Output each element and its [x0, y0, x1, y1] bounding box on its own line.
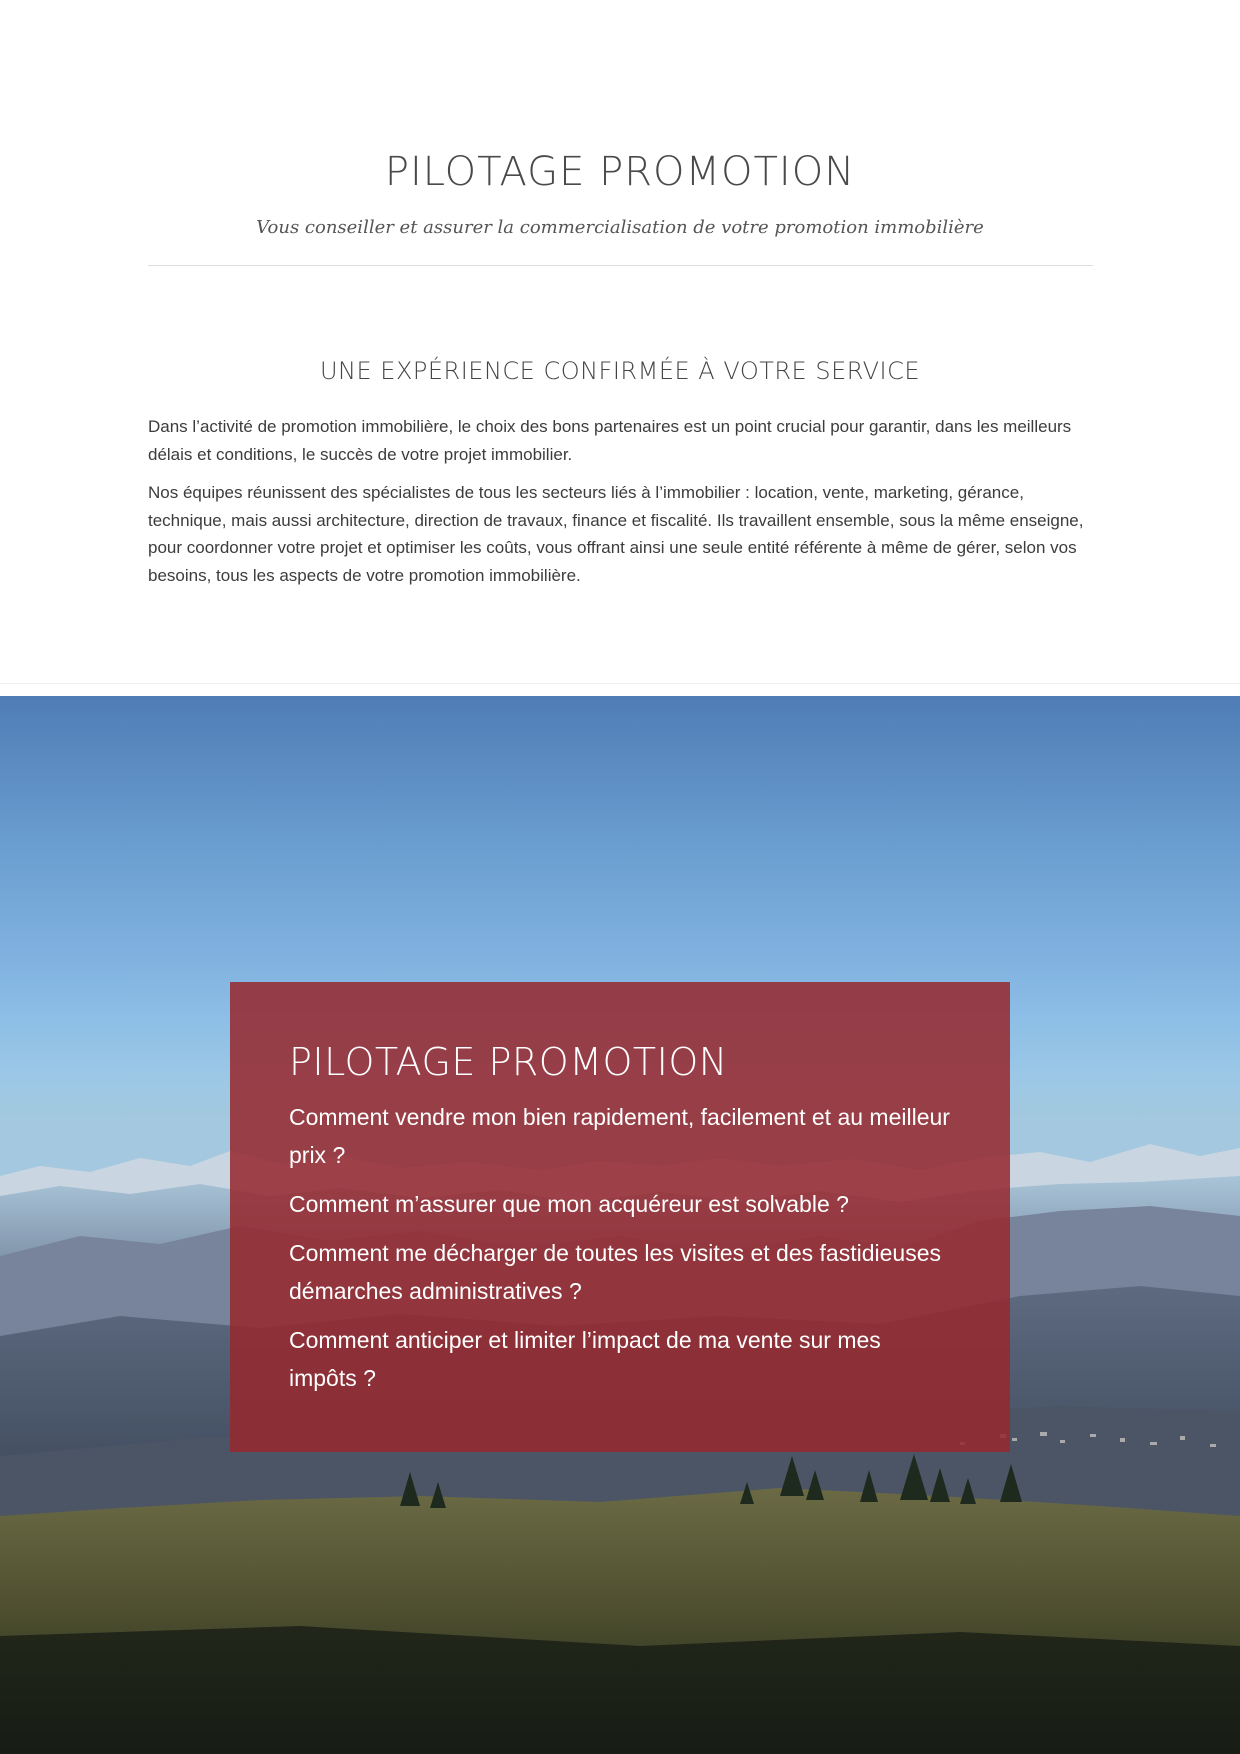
page-subtitle: Vous conseiller et assurer la commercialisation de votre promotion immobilière	[256, 217, 984, 238]
experience-paragraph: Dans l’activité de promotion immobilière, le choix des bons partenaires est un point crucial pour garantir, dans les meilleurs délais et conditions, le succès de votre projet immobilier.	[148, 417, 1072, 464]
promo-question: Comment vendre mon bien rapidement, facilement et au meilleur prix ?	[289, 1104, 950, 1168]
section-heading: UNE EXPÉRIENCE CONFIRMÉE À VOTRE SERVICE	[319, 357, 921, 385]
experience-paragraph: Nos équipes réunissent des spécialistes de tous les secteurs liés à l’immobilier : location, vente, marketing, gérance, technique, mais aussi architecture, direction de travaux, finance et fiscalité. Ils travaillent ensemble, sous la même enseigne, pour coordonner votre projet et optimiser les coûts, vous offrant ainsi une seule entité référente à même de gérer, selon vos besoins, tous les aspects de votre promotion immobilière.	[148, 483, 1084, 585]
promo-question: Comment m’assurer que mon acquéreur est solvable ?	[289, 1191, 849, 1217]
promo-card	[230, 982, 1010, 1452]
section-divider	[0, 683, 1240, 684]
intro-section	[0, 0, 1240, 696]
page-title: PILOTAGE PROMOTION	[384, 149, 856, 195]
title-divider	[148, 265, 1093, 266]
experience-text	[148, 413, 1093, 600]
promo-question: Comment anticiper et limiter l’impact de ma vente sur mes impôts ?	[289, 1327, 881, 1391]
promo-question: Comment me décharger de toutes les visites et des fastidieuses démarches administratives ?	[289, 1240, 941, 1304]
promo-title: PILOTAGE PROMOTION	[289, 1040, 728, 1084]
